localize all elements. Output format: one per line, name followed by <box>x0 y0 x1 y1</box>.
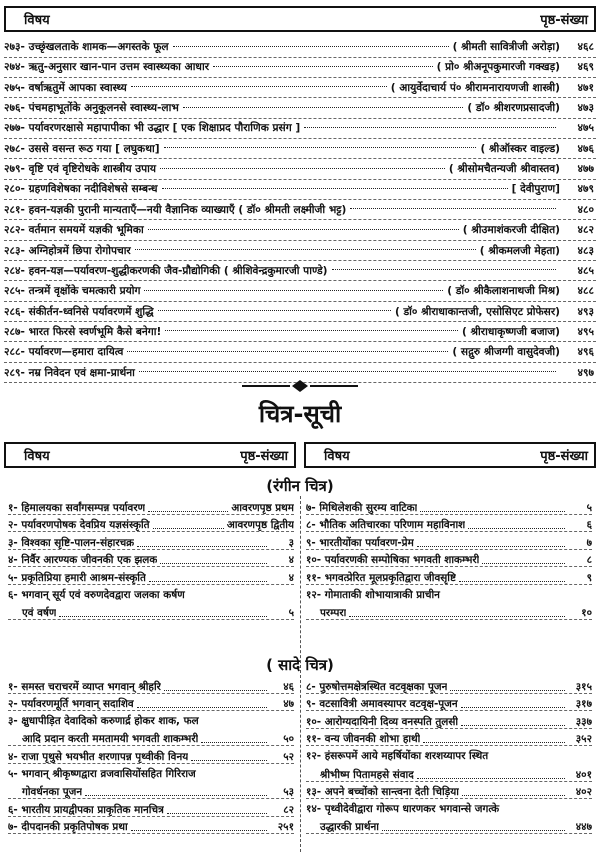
row-divider <box>8 584 294 585</box>
dot-leader <box>135 248 476 250</box>
toc-page-number: ४९६ <box>577 346 594 359</box>
dot-leader <box>450 690 565 691</box>
dot-leader <box>131 830 267 831</box>
list-item-title: ३- विश्वका सृष्टि-पालन-संहारचक्र <box>8 536 135 549</box>
row-divider <box>306 798 592 799</box>
row-divider <box>8 763 294 764</box>
toc-page-number: ४९५ <box>577 325 594 338</box>
toc-title: २८३- अग्निहोत्रमें छिपा रोगोपचार <box>4 244 131 257</box>
ornament-divider <box>240 380 360 392</box>
dot-leader <box>137 546 267 547</box>
list-item-title: ७- मिथिलेशकी सुरम्य वाटिका <box>306 501 418 514</box>
list-item <box>8 694 294 712</box>
list-item-title: ८- पुरुषोत्तमक्षेत्रस्थित वटवृक्षका पूजन <box>306 680 448 693</box>
toc-author: ( श्रीउमाशंकरजी दीक्षित) <box>462 224 560 237</box>
dot-leader <box>350 207 556 209</box>
list-item-page: ४४७ <box>575 821 592 834</box>
list-item-page: ४ <box>288 554 294 567</box>
list-item-page: आवरणपृष्ठ द्वितीय <box>226 519 294 532</box>
dot-leader <box>85 795 267 796</box>
list-item-page: ४ <box>288 571 294 584</box>
list-item <box>8 532 294 550</box>
list-item-line: ६- भगवान् सूर्य एवं वरुणदेवद्वारा जलका कर्षण <box>8 589 185 601</box>
toc-row <box>4 139 594 159</box>
list-item-title: ९- भारतीयोंका पर्यावरण-प्रेम <box>306 536 414 549</box>
dot-leader <box>417 778 565 779</box>
list-item-page: १० <box>581 607 592 620</box>
list-item <box>306 694 592 712</box>
toc-row <box>4 342 594 362</box>
toc-page-number: ४८५ <box>577 264 594 277</box>
toc-page-number: ४६८ <box>577 41 594 53</box>
list-item-title: २- पर्यावरणमूर्ति भगवान् सदाशिव <box>8 698 134 711</box>
toc-author: ( श्रीकमलजी मेहता) <box>479 244 560 257</box>
toc-row <box>4 261 594 281</box>
toc-author: ( डॉ० श्रीशरणप्रसादजी) <box>467 102 560 115</box>
list-item-title: १०- आरोग्यदायिनी दिव्य वनस्पति तुलसी <box>306 715 459 728</box>
list-item-page: ५३ <box>283 786 294 799</box>
list-item <box>8 603 294 621</box>
toc-author: ( श्रीमती सावित्रीजी अरोड़ा) <box>452 41 560 53</box>
toc-author: ( श्रीऑस्कर वाइल्ड) <box>480 142 560 155</box>
toc-row <box>4 78 594 98</box>
dot-leader <box>59 616 267 617</box>
list-item-line: ३- क्षुधापीड़ित देवादिको करुणार्द्र होकर शाक, फल <box>8 715 199 728</box>
toc-author: ( प्रो० श्रीअनूपकुमारजी गक्खड़) <box>436 61 560 74</box>
list-item-title: २- पर्यावरणपोषक देवप्रिय यज्ञसंस्कृति <box>8 519 150 532</box>
list-item-title: ८- भौतिक अतिचारका परिणाम महाविनाश <box>306 519 466 532</box>
toc-author: ( श्रीराधाकृष्णजी बजाज) <box>462 325 560 338</box>
dot-leader <box>462 795 565 796</box>
dot-leader <box>382 830 565 831</box>
page-title: चित्र-सूची <box>258 400 342 428</box>
row-divider <box>306 619 592 620</box>
toc-page-number: ४७१ <box>577 81 594 94</box>
list-item-page: २५१ <box>277 821 294 834</box>
dot-leader <box>423 742 565 743</box>
row-divider <box>306 584 592 585</box>
list-item-page: ३३७ <box>575 715 592 728</box>
dot-leader <box>160 167 445 169</box>
toc-header <box>4 6 596 32</box>
toc-row <box>4 241 594 261</box>
toc-title: २८२- वर्तमान समयमें यज्ञकी भूमिका <box>4 224 144 237</box>
list-item-page: ५२ <box>283 750 294 763</box>
toc-page-number: ४८२ <box>577 224 594 237</box>
list-item-title: १- हिमालयका सर्वांगसम्पन्न पर्यावरण <box>8 501 146 514</box>
dot-leader <box>144 289 443 291</box>
dot-leader <box>332 268 557 270</box>
list-item <box>306 603 592 621</box>
toc-row <box>4 281 594 301</box>
list-item-title: ११- भगवत्प्रेरित मूलप्रकृतिद्वारा जीवसृष्टि <box>306 571 457 584</box>
list-item-page: ६ <box>586 519 592 532</box>
list-item-title: ७- दीपदानकी प्रकृतिपोषक प्रथा <box>8 821 128 834</box>
dot-leader <box>164 690 267 691</box>
list-item-title: ६- भारतीय प्रायद्वीपका प्राकृतिक मानचित्र <box>8 803 164 816</box>
dot-leader <box>158 309 391 311</box>
dot-leader <box>482 563 565 564</box>
list-item-page: ५ <box>586 501 592 514</box>
toc-row <box>4 200 594 220</box>
toc-title: २७५- वर्षाऋतुमें आपका स्वास्थ्य <box>4 81 127 94</box>
toc-page-number: ४८८ <box>577 285 594 298</box>
list-item <box>306 550 592 568</box>
dot-leader <box>137 707 267 708</box>
row-divider <box>306 833 592 834</box>
dot-leader <box>349 616 565 617</box>
dot-leader <box>153 528 224 529</box>
toc-page-number: ४७९ <box>577 183 594 196</box>
toc-page-number: ४७३ <box>577 102 594 115</box>
list-item-page: ३५२ <box>575 733 592 746</box>
toc-page-number: ४८० <box>577 203 594 216</box>
list-item-title: आदि प्रदान करती ममतामयी भगवती शाकम्भरी <box>22 733 199 746</box>
list-item <box>8 729 294 747</box>
row-divider <box>8 710 294 711</box>
list-item <box>8 676 294 694</box>
row-divider <box>8 833 294 834</box>
dot-leader <box>139 370 556 372</box>
list-item <box>8 550 294 568</box>
list-item <box>306 515 592 533</box>
dot-leader <box>148 511 228 512</box>
list-item-title: ११- वन्य जीवनकी शोभा हाथी <box>306 733 421 746</box>
list-item <box>8 567 294 585</box>
toc-row <box>4 322 594 342</box>
dot-leader <box>131 85 387 87</box>
list-item-page: ७ <box>586 536 592 549</box>
list-item <box>306 817 592 835</box>
list-item <box>8 817 294 835</box>
dot-leader <box>165 329 458 331</box>
list-item-page: ४०२ <box>575 786 592 799</box>
dot-leader <box>149 581 267 582</box>
toc-row <box>4 37 594 57</box>
list-item-title: १३- अपने बच्चोंको सान्त्वना देती चिड़िया <box>306 786 459 799</box>
list-item-page: ३१७ <box>575 698 592 711</box>
toc-page-number: ४८३ <box>577 244 594 257</box>
list-item <box>306 764 592 782</box>
dot-leader <box>167 813 267 814</box>
toc-author: ( आयुर्वेदाचार्य पं० श्रीरामनारायणजी शास्त्री) <box>390 81 560 94</box>
toc-row <box>4 118 594 138</box>
list-item <box>306 729 592 747</box>
toc-author: ( डॉ० श्रीकैलाशनाथजी मिश्र) <box>447 285 560 298</box>
dot-leader <box>191 760 267 761</box>
list-item-page: ३१५ <box>575 680 592 693</box>
list-item-page: ४६ <box>283 680 294 693</box>
toc-page-number: ४७५ <box>577 122 594 135</box>
list-item <box>306 532 592 550</box>
list-item-line: १२- हंसरूपमें आये महर्षियोंका शरशय्यापर स्थित <box>306 750 489 763</box>
right-header-subject: विषय <box>324 449 350 464</box>
list-item-title: ९- वटसावित्री अमावस्यापर वटवृक्ष-पूजन <box>306 698 458 711</box>
list-item <box>8 782 294 800</box>
left-header-subject: विषय <box>24 449 50 464</box>
left-column-header <box>4 442 296 468</box>
dot-leader <box>173 45 449 47</box>
list-item-title: परम्परा <box>320 607 347 620</box>
toc-author: ( सद्गुरु श्रीजग्गी वासुदेवजी) <box>452 346 560 359</box>
toc-header-page: पृष्ठ-संख्या <box>540 13 588 28</box>
toc-row <box>4 159 594 179</box>
toc-title: २७३- उच्छृंखलताके शामक—अगस्तके फूल <box>4 41 169 53</box>
list-item-line: १२- गोमाताकी शोभायात्राकी प्राचीन <box>306 589 440 601</box>
list-item-title: १०- पर्यावरणकी सम्पोषिका भगवती शाकम्भरी <box>306 554 480 567</box>
row-divider <box>8 619 294 620</box>
right-column-header <box>304 442 596 468</box>
toc-author: ( श्रीसोमचैतन्यजी श्रीवास्तव) <box>448 163 560 176</box>
list-item-title: ५- प्रकृतिप्रिया हमारी आश्रम-संस्कृति <box>8 571 146 584</box>
toc-title: २८५- तन्त्रमें वृक्षोंके चमत्कारी प्रयोग <box>4 285 141 298</box>
toc-page-number: ४७७ <box>577 163 594 176</box>
toc-row <box>4 179 594 199</box>
toc-page-number: ४६९ <box>577 61 594 74</box>
list-item-title: गोवर्धनका पूजन <box>22 786 83 799</box>
dot-leader <box>461 725 565 726</box>
dot-leader <box>417 546 565 547</box>
dot-leader <box>164 146 477 148</box>
toc-title: २७६- पंचमहाभूतोंके अनुकूलनसे स्वास्थ्य-लाभ <box>4 102 179 115</box>
list-item <box>306 497 592 515</box>
coloured-pictures-title: (रंगीन चित्र) <box>266 477 334 495</box>
toc-title: २७९- वृष्टि एवं वृष्टिरोधके शास्त्रीय उपाय <box>4 163 156 176</box>
dot-leader <box>160 563 267 564</box>
list-item-page: ८२ <box>283 803 294 816</box>
dot-leader <box>127 350 448 352</box>
dot-leader <box>459 581 565 582</box>
list-item-page: आवरणपृष्ठ प्रथम <box>231 501 294 514</box>
dot-leader <box>201 742 267 743</box>
toc-header-subject: विषय <box>24 13 50 28</box>
list-item-page: ५ <box>288 607 294 620</box>
plain-pictures-title: ( सादे चित्र) <box>266 656 334 674</box>
dot-leader <box>420 511 565 512</box>
list-item-page: ५० <box>283 733 294 746</box>
list-item <box>306 676 592 694</box>
dot-leader <box>162 187 508 189</box>
toc-page-number: ४९७ <box>577 366 594 379</box>
list-item <box>306 567 592 585</box>
toc-title: २७४- ऋतु-अनुसार खान-पान उत्तम स्वास्थ्यका आधार <box>4 61 210 74</box>
toc-row <box>4 220 594 240</box>
toc-title: २८९- नम्र निवेदन एवं क्षमा-प्रार्थना <box>4 366 135 379</box>
toc-row <box>4 98 594 118</box>
toc-row <box>4 302 594 322</box>
list-item-title: ४- निर्वैर आरण्यक जीवनकी एक झलक <box>8 554 158 567</box>
list-item-page: ९ <box>586 571 592 584</box>
list-item-page: ८ <box>586 554 592 567</box>
left-header-page: पृष्ठ-संख्या <box>240 449 288 464</box>
list-item-title: श्रीभीष्म पितामहसे संवाद <box>320 768 414 781</box>
row-divider <box>306 745 592 746</box>
toc-title: २८४- हवन-यज्ञ—पर्यावरण-शुद्धीकरणकी जैव-प्रौद्योगिकी ( श्रीशिवेन्द्रकुमारजी पाण्डे) <box>4 264 328 277</box>
toc-author: [ देवीपुराण] <box>511 183 560 196</box>
list-item-title: ४- राजा पृथुसे भयभीत शरणापन्न पृथ्वीकी विनय <box>8 750 189 763</box>
toc-title: २८०- ग्रहणविशेषका नदीविशेषसे सम्बन्ध <box>4 183 158 196</box>
list-item-title: एवं वर्षण <box>22 607 57 620</box>
list-item <box>306 782 592 800</box>
toc-page-number: ४९३ <box>577 305 594 318</box>
list-item-page: ३ <box>288 536 294 549</box>
toc-title: २८६- संकीर्तन-ध्वनिसे पर्यावरणमें शुद्धि <box>4 305 154 318</box>
list-item <box>8 497 294 515</box>
list-item <box>306 711 592 729</box>
list-item <box>8 746 294 764</box>
toc-title: २७८- उससे वसन्त रूठ गया [ लघुकथा] <box>4 142 160 155</box>
list-item <box>8 799 294 817</box>
list-item-title: उद्धारकी प्रार्थना <box>320 821 379 834</box>
list-item-page: ४७ <box>283 698 294 711</box>
toc-title: २८७- भारत फिरसे स्वर्णभूमि कैसे बनेगा! <box>4 325 162 338</box>
dot-leader <box>213 65 433 67</box>
toc-title: २८१- हवन-यज्ञकी पुरानी मान्यताएँ—नयी वैज्ञानिक व्याख्याएँ ( डॉ० श्रीमती लक्ष्मीजी भट्ट) <box>4 203 347 216</box>
toc-author: ( डॉ० श्रीराधाकान्तजी, एसोसिएट प्रोफेसर) <box>394 305 560 318</box>
toc-title: २८८- पर्यावरण—हमारा दायित्व <box>4 346 124 359</box>
dot-leader <box>468 528 565 529</box>
dot-leader <box>183 106 464 108</box>
list-item-line: १४- पृथ्वीदेवीद्वारा गोरूप धारणकर भगवान्से जगत्के <box>306 803 500 816</box>
dot-leader <box>304 126 556 128</box>
list-item-title: १- समस्त चराचरमें व्याप्त भगवान् श्रीहरि <box>8 680 161 693</box>
toc-row <box>4 57 594 77</box>
column-divider <box>300 496 301 852</box>
toc-title: २७७- पर्यावरणरक्षासे महापापीका भी उद्धार [ एक शिक्षाप्रद पौराणिक प्रसंग ] <box>4 122 301 135</box>
dot-leader <box>461 707 565 708</box>
dot-leader <box>148 228 459 230</box>
list-item-line: ५- भगवान् श्रीकृष्णद्वारा व्रजवासियोंसहित गिरिराज <box>8 768 196 780</box>
list-item-page: ४०१ <box>575 768 592 781</box>
toc-page-number: ४७६ <box>577 142 594 155</box>
right-header-page: पृष्ठ-संख्या <box>540 449 588 464</box>
list-item <box>8 515 294 533</box>
